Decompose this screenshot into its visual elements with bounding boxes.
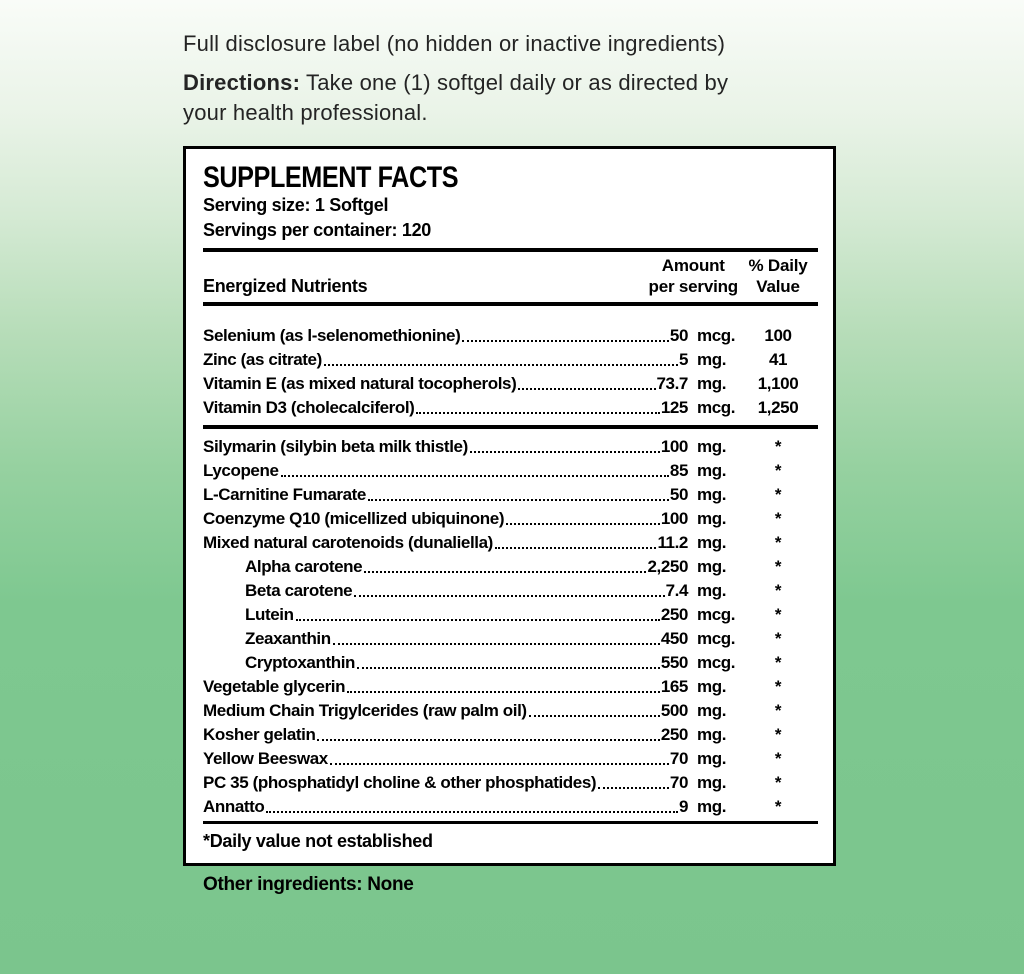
nutrient-amount: 73.7 — [656, 374, 688, 393]
nutrient-name: Selenium (as l-selenomethionine) — [203, 326, 461, 345]
dot-leader — [368, 499, 669, 501]
nutrient-name: Zinc (as citrate) — [203, 350, 322, 369]
nutrient-amount: 165 — [660, 677, 688, 696]
nutrient-daily-value: 1,250 — [757, 398, 799, 417]
dot-leader — [416, 412, 659, 414]
dot-leader — [518, 388, 655, 390]
nutrient-name: Vitamin E (as mixed natural tocopherols) — [203, 374, 517, 393]
nutrient-amount: 250 — [660, 605, 688, 624]
nutrient-name: Mixed natural carotenoids (dunaliella) — [203, 533, 493, 552]
nutrient-unit: mg. — [697, 557, 727, 576]
directions-text-line2: your health professional. — [183, 100, 428, 125]
nutrient-name: Medium Chain Trigylcerides (raw palm oil) — [203, 701, 527, 720]
nutrient-daily-value: 100 — [764, 326, 792, 345]
dot-leader — [324, 364, 678, 366]
nutrient-name: Kosher gelatin — [203, 725, 316, 744]
nutrient-daily-value: 1,100 — [757, 374, 799, 393]
nutrient-daily-value: * — [774, 653, 782, 672]
full-disclosure-text: Full disclosure label (no hidden or inactive ingredients) — [183, 31, 726, 56]
nutrient-amount: 70 — [669, 773, 688, 792]
nutrient-amount: 100 — [660, 509, 688, 528]
nutrient-unit: mcg. — [697, 629, 736, 648]
dot-leader — [281, 475, 669, 477]
nutrient-daily-value: * — [774, 749, 782, 768]
nutrient-row — [203, 769, 818, 793]
divider-header-thick — [203, 302, 818, 306]
nutrient-unit: mg. — [697, 701, 727, 720]
nutrient-row — [203, 601, 818, 625]
amount-header-line2: per serving — [648, 277, 738, 296]
servings-per-container-line: Servings per container: 120 — [203, 220, 431, 240]
dot-leader — [330, 763, 669, 765]
nutrient-row — [203, 322, 818, 346]
nutrient-name: Yellow Beeswax — [203, 749, 328, 768]
nutrient-unit: mg. — [697, 437, 727, 456]
nutrient-row — [203, 553, 818, 577]
divider-footnote-thin — [203, 821, 818, 824]
nutrient-daily-value: * — [774, 509, 782, 528]
dv-header-line1: % Daily — [748, 256, 808, 275]
nutrient-section-1 — [203, 322, 818, 418]
nutrient-name: Alpha carotene — [245, 557, 363, 576]
nutrient-name: Annatto — [203, 797, 265, 816]
nutrient-daily-value: * — [774, 725, 782, 744]
nutrient-amount: 250 — [660, 725, 688, 744]
nutrient-row — [203, 625, 818, 649]
nutrient-amount: 125 — [660, 398, 688, 417]
nutrient-daily-value: * — [774, 557, 782, 576]
nutrient-daily-value: * — [774, 485, 782, 504]
dot-leader — [470, 451, 660, 453]
nutrient-row — [203, 529, 818, 553]
panel-title — [203, 163, 818, 193]
nutrient-amount: 500 — [660, 701, 688, 720]
nutrient-row — [203, 346, 818, 370]
nutrient-daily-value: * — [774, 629, 782, 648]
nutrient-row — [203, 721, 818, 745]
directions-label: Directions: — [183, 70, 301, 95]
nutrient-unit: mg. — [697, 725, 727, 744]
dot-leader — [364, 571, 646, 573]
nutrient-daily-value: * — [774, 461, 782, 480]
nutrient-row — [203, 505, 818, 529]
nutrient-name: PC 35 (phosphatidyl choline & other phosphatides) — [203, 773, 597, 792]
nutrient-unit: mcg. — [697, 653, 736, 672]
nutrient-name: L-Carnitine Fumarate — [203, 485, 366, 504]
nutrient-amount: 100 — [660, 437, 688, 456]
nutrient-unit: mg. — [697, 677, 727, 696]
nutrient-daily-value: * — [774, 437, 782, 456]
nutrient-row — [203, 394, 818, 418]
nutrient-column-header: Energized Nutrients — [203, 276, 368, 296]
nutrient-unit: mg. — [697, 533, 727, 552]
nutrient-amount: 85 — [669, 461, 688, 480]
nutrient-amount: 550 — [660, 653, 688, 672]
dot-leader — [266, 811, 678, 813]
nutrient-row — [203, 370, 818, 394]
nutrient-row — [203, 697, 818, 721]
dot-leader — [506, 523, 660, 525]
nutrient-unit: mg. — [697, 374, 727, 393]
nutrient-amount: 50 — [669, 326, 688, 345]
nutrient-section-2 — [203, 433, 818, 817]
nutrient-row — [203, 577, 818, 601]
nutrients-header-row — [203, 255, 818, 297]
dot-leader — [462, 340, 669, 342]
nutrient-row — [203, 481, 818, 505]
nutrient-unit: mg. — [697, 485, 727, 504]
nutrient-unit: mcg. — [697, 398, 736, 417]
serving-size-line: Serving size: 1 Softgel — [203, 195, 389, 215]
dot-leader — [296, 619, 660, 621]
dot-leader — [598, 787, 669, 789]
dot-leader — [333, 643, 660, 645]
nutrient-row — [203, 793, 818, 817]
nutrient-daily-value: 41 — [768, 350, 788, 369]
nutrient-daily-value: * — [774, 701, 782, 720]
divider-top-thick — [203, 248, 818, 252]
nutrient-name: Cryptoxanthin — [245, 653, 356, 672]
dot-leader — [317, 739, 659, 741]
amount-header-line1: Amount — [661, 256, 725, 275]
daily-value-column-header — [738, 255, 818, 297]
dot-leader — [495, 547, 657, 549]
nutrient-row — [203, 457, 818, 481]
nutrient-daily-value: * — [774, 581, 782, 600]
nutrient-name: Coenzyme Q10 (micellized ubiquinone) — [203, 509, 505, 528]
nutrient-row — [203, 433, 818, 457]
nutrient-name: Vitamin D3 (cholecalciferol) — [203, 398, 415, 417]
directions-line — [183, 68, 855, 128]
directions-text-line1: Take one (1) softgel daily or as directed by — [306, 70, 729, 95]
nutrient-unit: mg. — [697, 350, 727, 369]
dot-leader — [354, 595, 664, 597]
nutrient-name: Zeaxanthin — [245, 629, 331, 648]
nutrient-amount: 2,250 — [647, 557, 688, 576]
footnote-daily-value: *Daily value not established — [203, 830, 433, 851]
nutrient-amount: 450 — [660, 629, 688, 648]
nutrient-name: Lycopene — [203, 461, 279, 480]
divider-section-thick — [203, 425, 818, 429]
nutrient-daily-value: * — [774, 773, 782, 792]
nutrient-name: Silymarin (silybin beta milk thistle) — [203, 437, 468, 456]
dot-leader — [347, 691, 660, 693]
nutrient-unit: mg. — [697, 581, 727, 600]
nutrient-daily-value: * — [774, 533, 782, 552]
nutrient-amount: 9 — [678, 797, 688, 816]
nutrient-amount: 7.4 — [665, 581, 688, 600]
dot-leader — [357, 667, 660, 669]
nutrient-amount: 70 — [669, 749, 688, 768]
full-disclosure-line — [183, 29, 855, 59]
nutrient-unit: mg. — [697, 749, 727, 768]
nutrient-daily-value: * — [774, 797, 782, 816]
other-ingredients-line: Other ingredients: None — [203, 874, 414, 895]
dv-header-line2: Value — [756, 277, 800, 296]
nutrient-amount: 11.2 — [657, 533, 688, 552]
nutrient-unit: mg. — [697, 773, 727, 792]
nutrient-name: Vegetable glycerin — [203, 677, 346, 696]
panel-title-text: SUPPLEMENT FACTS — [203, 161, 459, 194]
nutrient-row — [203, 673, 818, 697]
dot-leader — [529, 715, 660, 717]
nutrient-unit: mcg. — [697, 326, 736, 345]
nutrient-name: Beta carotene — [245, 581, 353, 600]
nutrient-row — [203, 745, 818, 769]
nutrient-daily-value: * — [774, 605, 782, 624]
nutrient-amount: 50 — [669, 485, 688, 504]
intro-text — [183, 29, 855, 128]
amount-column-header — [649, 255, 738, 297]
nutrient-row — [203, 649, 818, 673]
nutrient-amount: 5 — [678, 350, 688, 369]
supplement-facts-panel — [183, 146, 836, 866]
nutrient-unit: mg. — [697, 461, 727, 480]
nutrient-unit: mg. — [697, 509, 727, 528]
nutrient-daily-value: * — [774, 677, 782, 696]
nutrient-unit: mg. — [697, 797, 727, 816]
nutrient-unit: mcg. — [697, 605, 736, 624]
nutrient-name: Lutein — [245, 605, 294, 624]
